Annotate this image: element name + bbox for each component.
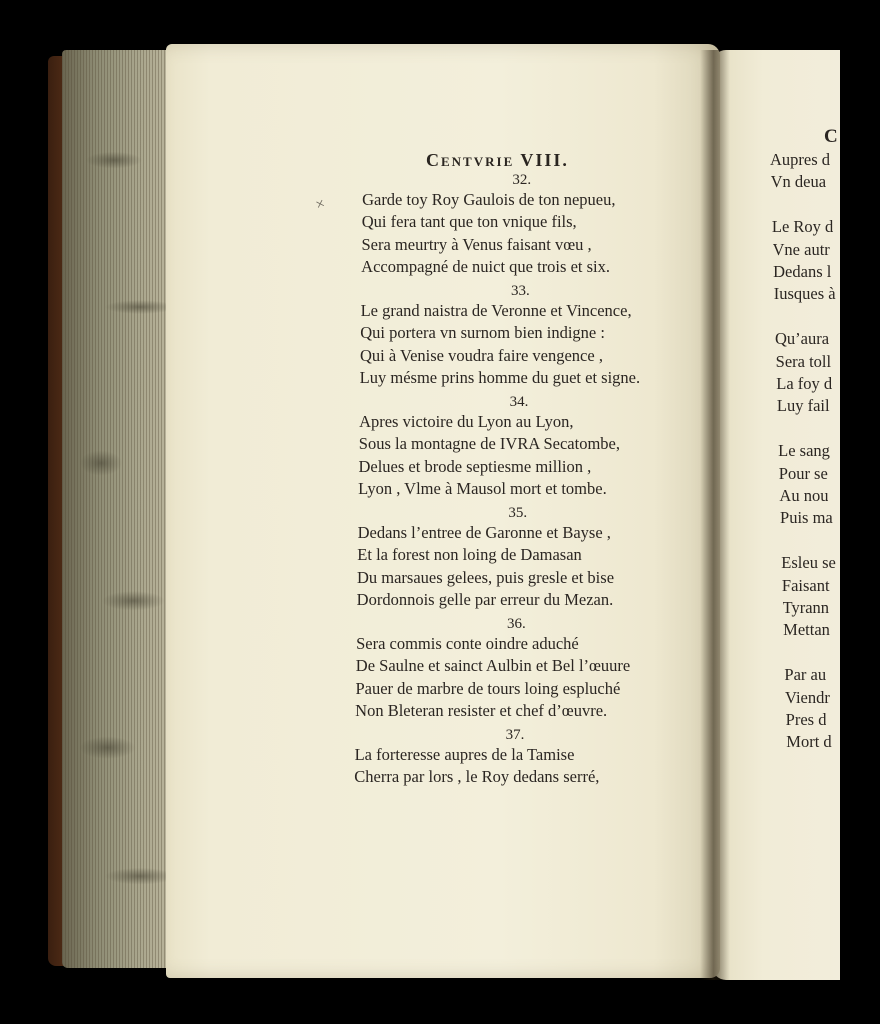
- verse-line: Sera meurtry à Venus faisant vœu ,: [361, 234, 592, 254]
- right-page-line: Mort d: [786, 732, 832, 752]
- right-page-line: Au nou: [779, 486, 829, 505]
- verse-line: De Saulne et sainct Aulbin et Bel l’œuure: [355, 656, 631, 676]
- verse-line: Du marsaues gelees, puis gresle et bise: [356, 567, 615, 587]
- margin-mark: ×: [313, 195, 328, 215]
- right-page-line: Iusques à: [773, 284, 836, 304]
- right-page-text: [712, 50, 840, 980]
- verse-line: Sous la montagne de IVRA Secatombe,: [358, 434, 620, 454]
- right-page-line: Pres d: [785, 710, 827, 729]
- verse-line: Cherra par lors , le Roy dedans serré,: [354, 767, 600, 787]
- right-page-line: Viendr: [785, 687, 830, 707]
- verse-line: Sera commis conte oindre aduché: [356, 634, 579, 654]
- verse-number: 36.: [507, 616, 526, 632]
- verse-line: Garde toy Roy Gaulois de ton nepueu,: [362, 190, 616, 210]
- right-page-line: Vn deua: [770, 172, 827, 192]
- right-page-line: Faisant: [781, 575, 830, 595]
- right-page-header: C: [824, 126, 838, 147]
- verse-number: 35.: [508, 505, 528, 521]
- verse-line: Qui fera tant que ton vnique fils,: [361, 212, 577, 232]
- right-page-line: Puis ma: [780, 508, 833, 528]
- right-page-line: Mettan: [783, 620, 830, 640]
- verse-line: Lyon , Vlme à Mausol mort et tombe.: [358, 478, 607, 498]
- verse-line: Dordonnois gelle par erreur du Mezan.: [356, 589, 614, 609]
- right-page-line: Esleu se: [781, 553, 836, 573]
- right-page-line: Par au: [784, 665, 827, 685]
- verse-line: Accompagné de nuict que trois et six.: [361, 256, 610, 276]
- verse-line: Non Bleteran resister et chef d’œuvre.: [355, 700, 608, 720]
- right-page-line: Le sang: [778, 441, 830, 461]
- verse-line: Qui à Venise voudra faire vengence ,: [359, 345, 603, 365]
- verse-line: Le grand naistra de Veronne et Vincence,: [360, 301, 632, 321]
- verse-line: Dedans l’entree de Garonne et Bayse ,: [357, 523, 611, 543]
- verse-number: 37.: [505, 727, 525, 743]
- page-header: Centvrie VIII.: [426, 150, 569, 170]
- verse-line: Luy mésme prins homme du guet et signe.: [359, 367, 641, 387]
- verse-line: Pauer de marbre de tours loing espluché: [355, 678, 621, 698]
- verse-line: Et la forest non loing de Damasan: [357, 545, 582, 565]
- right-page-line: Dedans l: [773, 262, 832, 281]
- verse-line: Qui portera vn surnom bien indigne :: [360, 323, 605, 343]
- verse-line: La forteresse aupres de la Tamise: [354, 745, 575, 765]
- verse-number: 32.: [512, 172, 532, 188]
- verse-line: Delues et brode septiesme million ,: [358, 456, 592, 476]
- verse-number: 33.: [511, 283, 530, 299]
- right-page-line: Luy fail: [776, 396, 830, 416]
- verse-line: Apres victoire du Lyon au Lyon,: [359, 412, 574, 432]
- right-page-line: Tyrann: [782, 598, 830, 617]
- right-page-line: Vne autr: [772, 239, 830, 259]
- right-page-line: La foy d: [776, 374, 833, 393]
- left-page: [166, 44, 720, 978]
- right-page-line: Qu’aura: [775, 329, 830, 349]
- frame-border: [840, 0, 880, 1024]
- right-page-line: Pour se: [778, 463, 828, 483]
- right-page-line: Sera toll: [775, 351, 832, 371]
- verse-number: 34.: [509, 394, 529, 410]
- right-page-line: Le Roy d: [771, 217, 834, 237]
- right-page-line: Aupres d: [770, 150, 831, 169]
